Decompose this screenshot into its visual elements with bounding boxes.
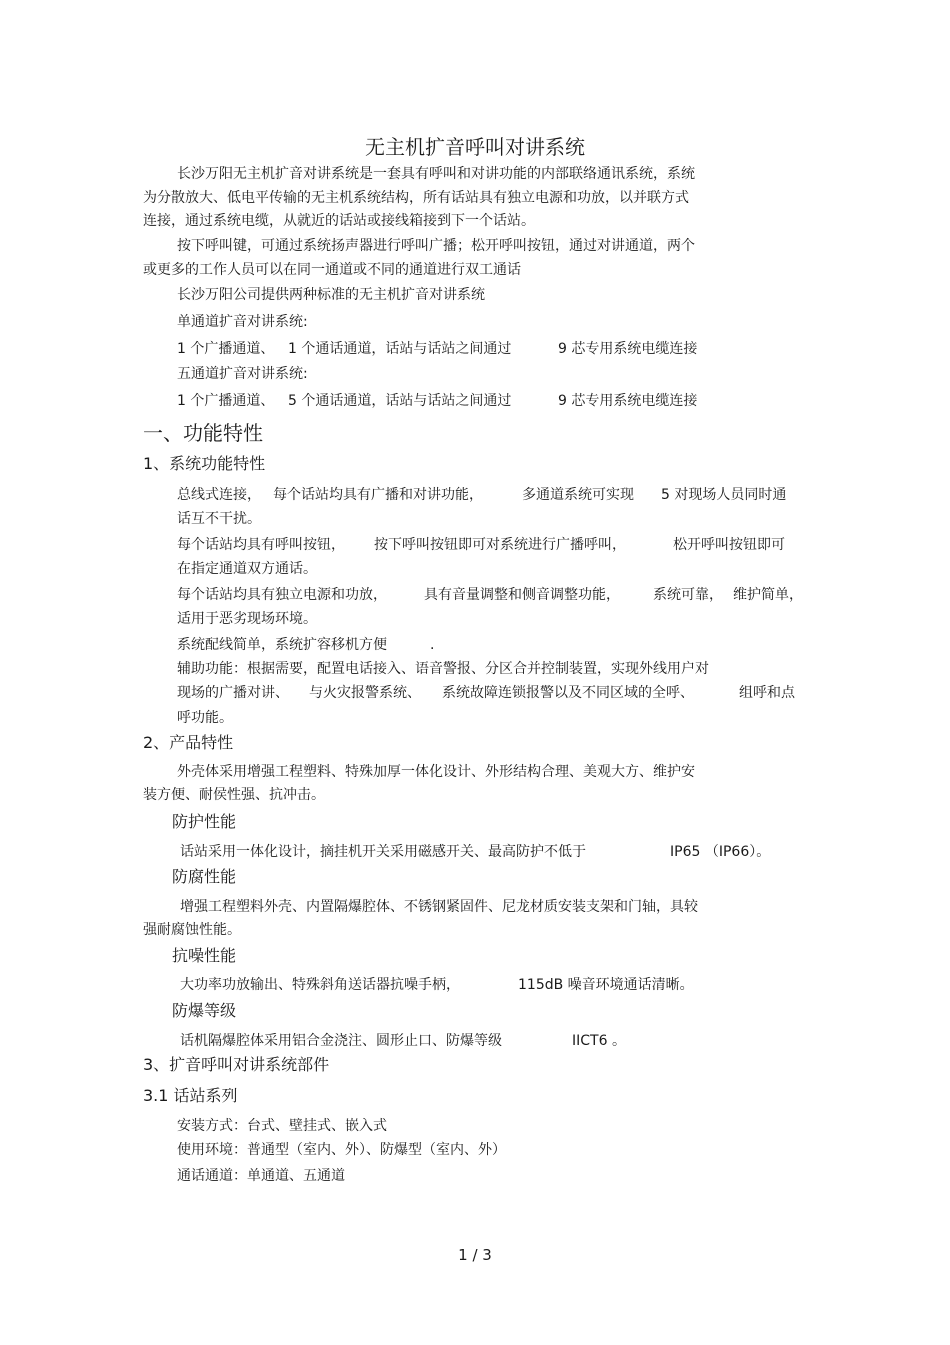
sub3-heading: 3、扩音呼叫对讲系统部件 — [143, 1055, 330, 1074]
sub1-line4: 在指定通道双方通话。 — [177, 561, 317, 577]
single-channel-desc-1: 1 个广播通道、 — [177, 341, 275, 357]
section1-heading: 一、功能特性 — [143, 421, 263, 445]
sub1-line9-c: 系统故障连锁报警以及不同区域的全呼、 — [442, 685, 694, 701]
sub2-heading: 2、产品特性 — [143, 733, 234, 752]
sub31-line1: 安装方式：台式、壁挂式、嵌入式 — [177, 1118, 387, 1134]
intro-p1-line3: 连接，通过系统电缆，从就近的话站或接线箱接到下一个话站。 — [143, 213, 535, 229]
document-title: 无主机扩音呼叫对讲系统 — [365, 135, 585, 159]
sub1-line1-b: 每个话站均具有广播和对讲功能， — [273, 487, 483, 503]
noise-heading: 抗噪性能 — [172, 946, 237, 965]
sub1-heading: 1、系统功能特性 — [143, 454, 266, 473]
sub1-line9-d: 组呼和点 — [739, 685, 795, 701]
sub1-line5-a: 每个话站均具有独立电源和功放， — [177, 587, 387, 603]
five-channel-desc-2: 5 个通话通道，话站与话站之间通过 — [288, 393, 512, 409]
corrosion-text-2: 强耐腐蚀性能。 — [143, 922, 241, 938]
page-number: 1 / 3 — [458, 1246, 492, 1264]
intro-p2-line2: 或更多的工作人员可以在同一通道或不同的通道进行双工通话 — [143, 262, 521, 278]
sub31-line2: 使用环境：普通型（室内、外）、防爆型（室内、外） — [177, 1142, 506, 1158]
corrosion-heading: 防腐性能 — [172, 867, 237, 886]
sub31-line3: 通话通道：单通道、五通道 — [177, 1168, 345, 1184]
sub2-desc-line1: 外壳体采用增强工程塑料、特殊加厚一体化设计、外形结构合理、美观大方、维护安 — [177, 764, 695, 780]
single-channel-desc-2: 1 个通话通道，话站与话站之间通过 — [288, 341, 512, 357]
five-channel-desc-1: 1 个广播通道、 — [177, 393, 275, 409]
explosion-text-1: 话机隔爆腔体采用铝合金浇注、圆形止口、防爆等级 — [180, 1033, 502, 1049]
sub1-line3-b: 按下呼叫按钮即可对系统进行广播呼叫， — [374, 537, 626, 553]
single-channel-desc-3: 9 芯专用系统电缆连接 — [558, 341, 698, 357]
five-channel-label: 五通道扩音对讲系统: — [177, 366, 308, 382]
explosion-text-2: IICT6 。 — [572, 1033, 626, 1049]
noise-text-2: 115dB 噪音环境通话清晰。 — [518, 977, 694, 993]
corrosion-text-1: 增强工程塑料外壳、内置隔爆腔体、不锈钢紧固件、尼龙材质安装支架和门轴，具较 — [180, 899, 698, 915]
sub1-line5-d: 维护简单， — [733, 587, 803, 603]
intro-p1-line2: 为分散放大、低电平传输的无主机系统结构，所有话站具有独立电源和功放，以并联方式 — [143, 190, 689, 206]
protection-heading: 防护性能 — [172, 812, 237, 831]
sub2-desc-line2: 装方便、耐侯性强、抗冲击。 — [143, 787, 325, 803]
noise-text-1: 大功率功放输出、特殊斜角送话器抗噪手柄， — [180, 977, 460, 993]
sub1-line9-a: 现场的广播对讲、 — [177, 685, 289, 701]
sub1-line2: 话互不干扰。 — [177, 511, 261, 527]
sub1-line5-c: 系统可靠， — [653, 587, 723, 603]
explosion-heading: 防爆等级 — [172, 1001, 237, 1020]
protection-text-1: 话站采用一体化设计，摘挂机开关采用磁感开关、最高防护不低于 — [180, 844, 586, 860]
sub1-line1-c: 多通道系统可实现 — [522, 487, 634, 503]
single-channel-label: 单通道扩音对讲系统: — [177, 314, 308, 330]
sub1-line3-c: 松开呼叫按钮即可 — [673, 537, 785, 553]
intro-p2-line1: 按下呼叫键，可通过系统扬声器进行呼叫广播；松开呼叫按钮，通过对讲通道，两个 — [177, 238, 695, 254]
intro-p1-line1: 长沙万阳无主机扩音对讲系统是一套具有呼叫和对讲功能的内部联络通讯系统，系统 — [177, 166, 695, 182]
five-channel-desc-3: 9 芯专用系统电缆连接 — [558, 393, 698, 409]
sub1-line6: 适用于恶劣现场环境。 — [177, 611, 317, 627]
intro-p3: 长沙万阳公司提供两种标准的无主机扩音对讲系统 — [177, 287, 485, 303]
sub1-line7-a: 系统配线简单，系统扩容移机方便 — [177, 637, 387, 653]
sub1-line8: 辅助功能：根据需要，配置电话接入、语音警报、分区合并控制装置，实现外线用户对 — [177, 661, 709, 677]
sub1-line10: 呼功能。 — [177, 710, 233, 726]
sub1-line1-d: 5 对现场人员同时通 — [661, 487, 787, 503]
sub31-heading: 3.1 话站系列 — [143, 1086, 238, 1105]
sub1-line1-a: 总线式连接， — [177, 487, 261, 503]
sub1-line5-b: 具有音量调整和侧音调整功能， — [424, 587, 620, 603]
sub1-line7-b: . — [430, 637, 435, 653]
sub1-line9-b: 与火灾报警系统、 — [309, 685, 421, 701]
sub1-line3-a: 每个话站均具有呼叫按钮， — [177, 537, 345, 553]
protection-text-2: IP65 （IP66）。 — [670, 844, 771, 860]
